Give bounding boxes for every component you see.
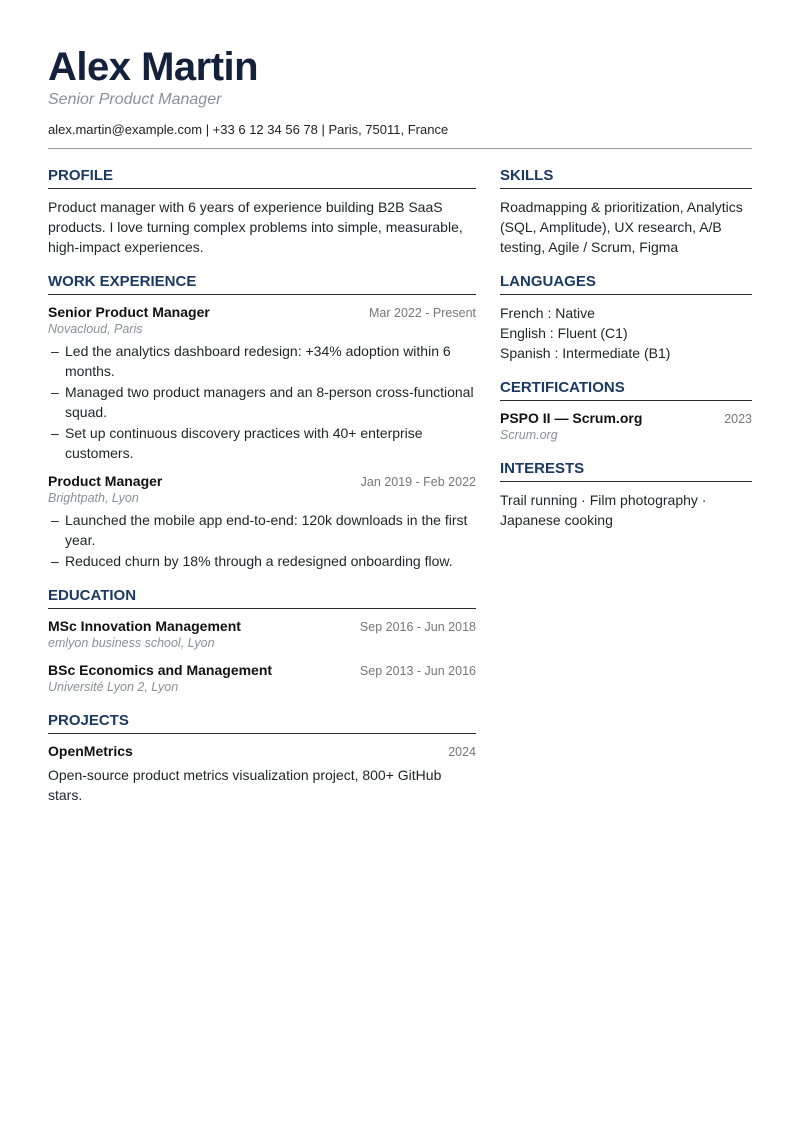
certifications-heading: CERTIFICATIONS (500, 379, 752, 401)
left-column (48, 167, 476, 821)
language-item: French : Native (500, 305, 595, 321)
dash-bullet-icon: – (51, 553, 59, 569)
education-heading: EDUCATION (48, 587, 476, 609)
work-heading: WORK EXPERIENCE (48, 273, 476, 295)
bullet-item (48, 551, 476, 571)
project-title: OpenMetrics (48, 743, 133, 759)
resume-columns (48, 167, 752, 821)
bullet-text: Launched the mobile app end-to-end: 120k downloads in the first year. (65, 512, 468, 548)
dash-bullet-icon: – (51, 425, 59, 441)
languages-heading: LANGUAGES (500, 273, 752, 295)
certification-title: PSPO II — Scrum.org (500, 410, 643, 426)
skills-section (500, 167, 752, 257)
projects-section (48, 712, 476, 805)
job-company: Novacloud, Paris (48, 322, 143, 336)
project-entry-header (48, 742, 476, 760)
bullet-item (48, 510, 476, 550)
dash-bullet-icon: – (51, 512, 59, 528)
bullet-text: Managed two product managers and an 8-person cross-functional squad. (65, 384, 474, 420)
language-item: English : Fluent (C1) (500, 325, 628, 341)
bullet-item (48, 382, 476, 422)
degree-title: MSc Innovation Management (48, 618, 241, 634)
education-entry (48, 661, 476, 696)
job-dates: Jan 2019 - Feb 2022 (360, 475, 476, 489)
education-entry (48, 617, 476, 652)
header-divider (48, 148, 752, 149)
work-entry (48, 303, 476, 463)
job-bullets (48, 341, 476, 463)
job-bullets (48, 510, 476, 571)
education-entry-header (48, 661, 476, 679)
degree-title: BSc Economics and Management (48, 662, 273, 678)
work-entry-header (48, 303, 476, 321)
bullet-text: Led the analytics dashboard redesign: +34% adoption within 6 months. (65, 343, 451, 379)
school-name: emlyon business school, Lyon (48, 636, 215, 650)
interests-heading: INTERESTS (500, 460, 752, 482)
bullet-text: Reduced churn by 18% through a redesigned onboarding flow. (65, 553, 453, 569)
school-name: Université Lyon 2, Lyon (48, 680, 179, 694)
skills-heading: SKILLS (500, 167, 752, 189)
projects-heading: PROJECTS (48, 712, 476, 734)
candidate-title: Senior Product Manager (48, 91, 222, 108)
bullet-text: Set up continuous discovery practices with 40+ enterprise customers. (65, 425, 423, 461)
job-title: Product Manager (48, 473, 163, 489)
dash-bullet-icon: – (51, 384, 59, 400)
job-title: Senior Product Manager (48, 304, 210, 320)
job-company: Brightpath, Lyon (48, 491, 139, 505)
profile-heading: PROFILE (48, 167, 476, 189)
work-section (48, 273, 476, 571)
work-entry-header (48, 472, 476, 490)
work-entry (48, 472, 476, 571)
degree-dates: Sep 2013 - Jun 2016 (359, 664, 476, 678)
language-item: Spanish : Intermediate (B1) (500, 345, 671, 361)
project-description: Open-source product metrics visualization project, 800+ GitHub stars. (48, 767, 442, 803)
certification-issuer: Scrum.org (500, 428, 558, 442)
certification-entry-header (500, 409, 752, 427)
bullet-item (48, 341, 476, 381)
candidate-name: Alex Martin (48, 45, 259, 89)
profile-section (48, 167, 476, 257)
languages-section (500, 273, 752, 363)
certifications-section (500, 379, 752, 444)
certification-entry (500, 409, 752, 444)
project-entry (48, 742, 476, 805)
right-column (500, 167, 752, 821)
degree-dates: Sep 2016 - Jun 2018 (359, 620, 476, 634)
contact-line: alex.martin@example.com | +33 6 12 34 56 78 | Paris, 75011, France (48, 122, 449, 137)
dash-bullet-icon: – (51, 343, 59, 359)
education-section (48, 587, 476, 696)
job-dates: Mar 2022 - Present (369, 306, 476, 320)
interests-section (500, 460, 752, 530)
project-year: 2024 (448, 745, 476, 759)
education-entry-header (48, 617, 476, 635)
interests-text: Trail running · Film photography · Japanese cooking (500, 492, 707, 528)
profile-text: Product manager with 6 years of experience building B2B SaaS products. I love turning complex problems into simple, measurable, high-impact experiences. (48, 199, 463, 255)
skills-text: Roadmapping & prioritization, Analytics (SQL, Amplitude), UX research, A/B testing, Agile / Scrum, Figma (500, 199, 743, 255)
certification-year: 2023 (724, 412, 752, 426)
bullet-item (48, 423, 476, 463)
